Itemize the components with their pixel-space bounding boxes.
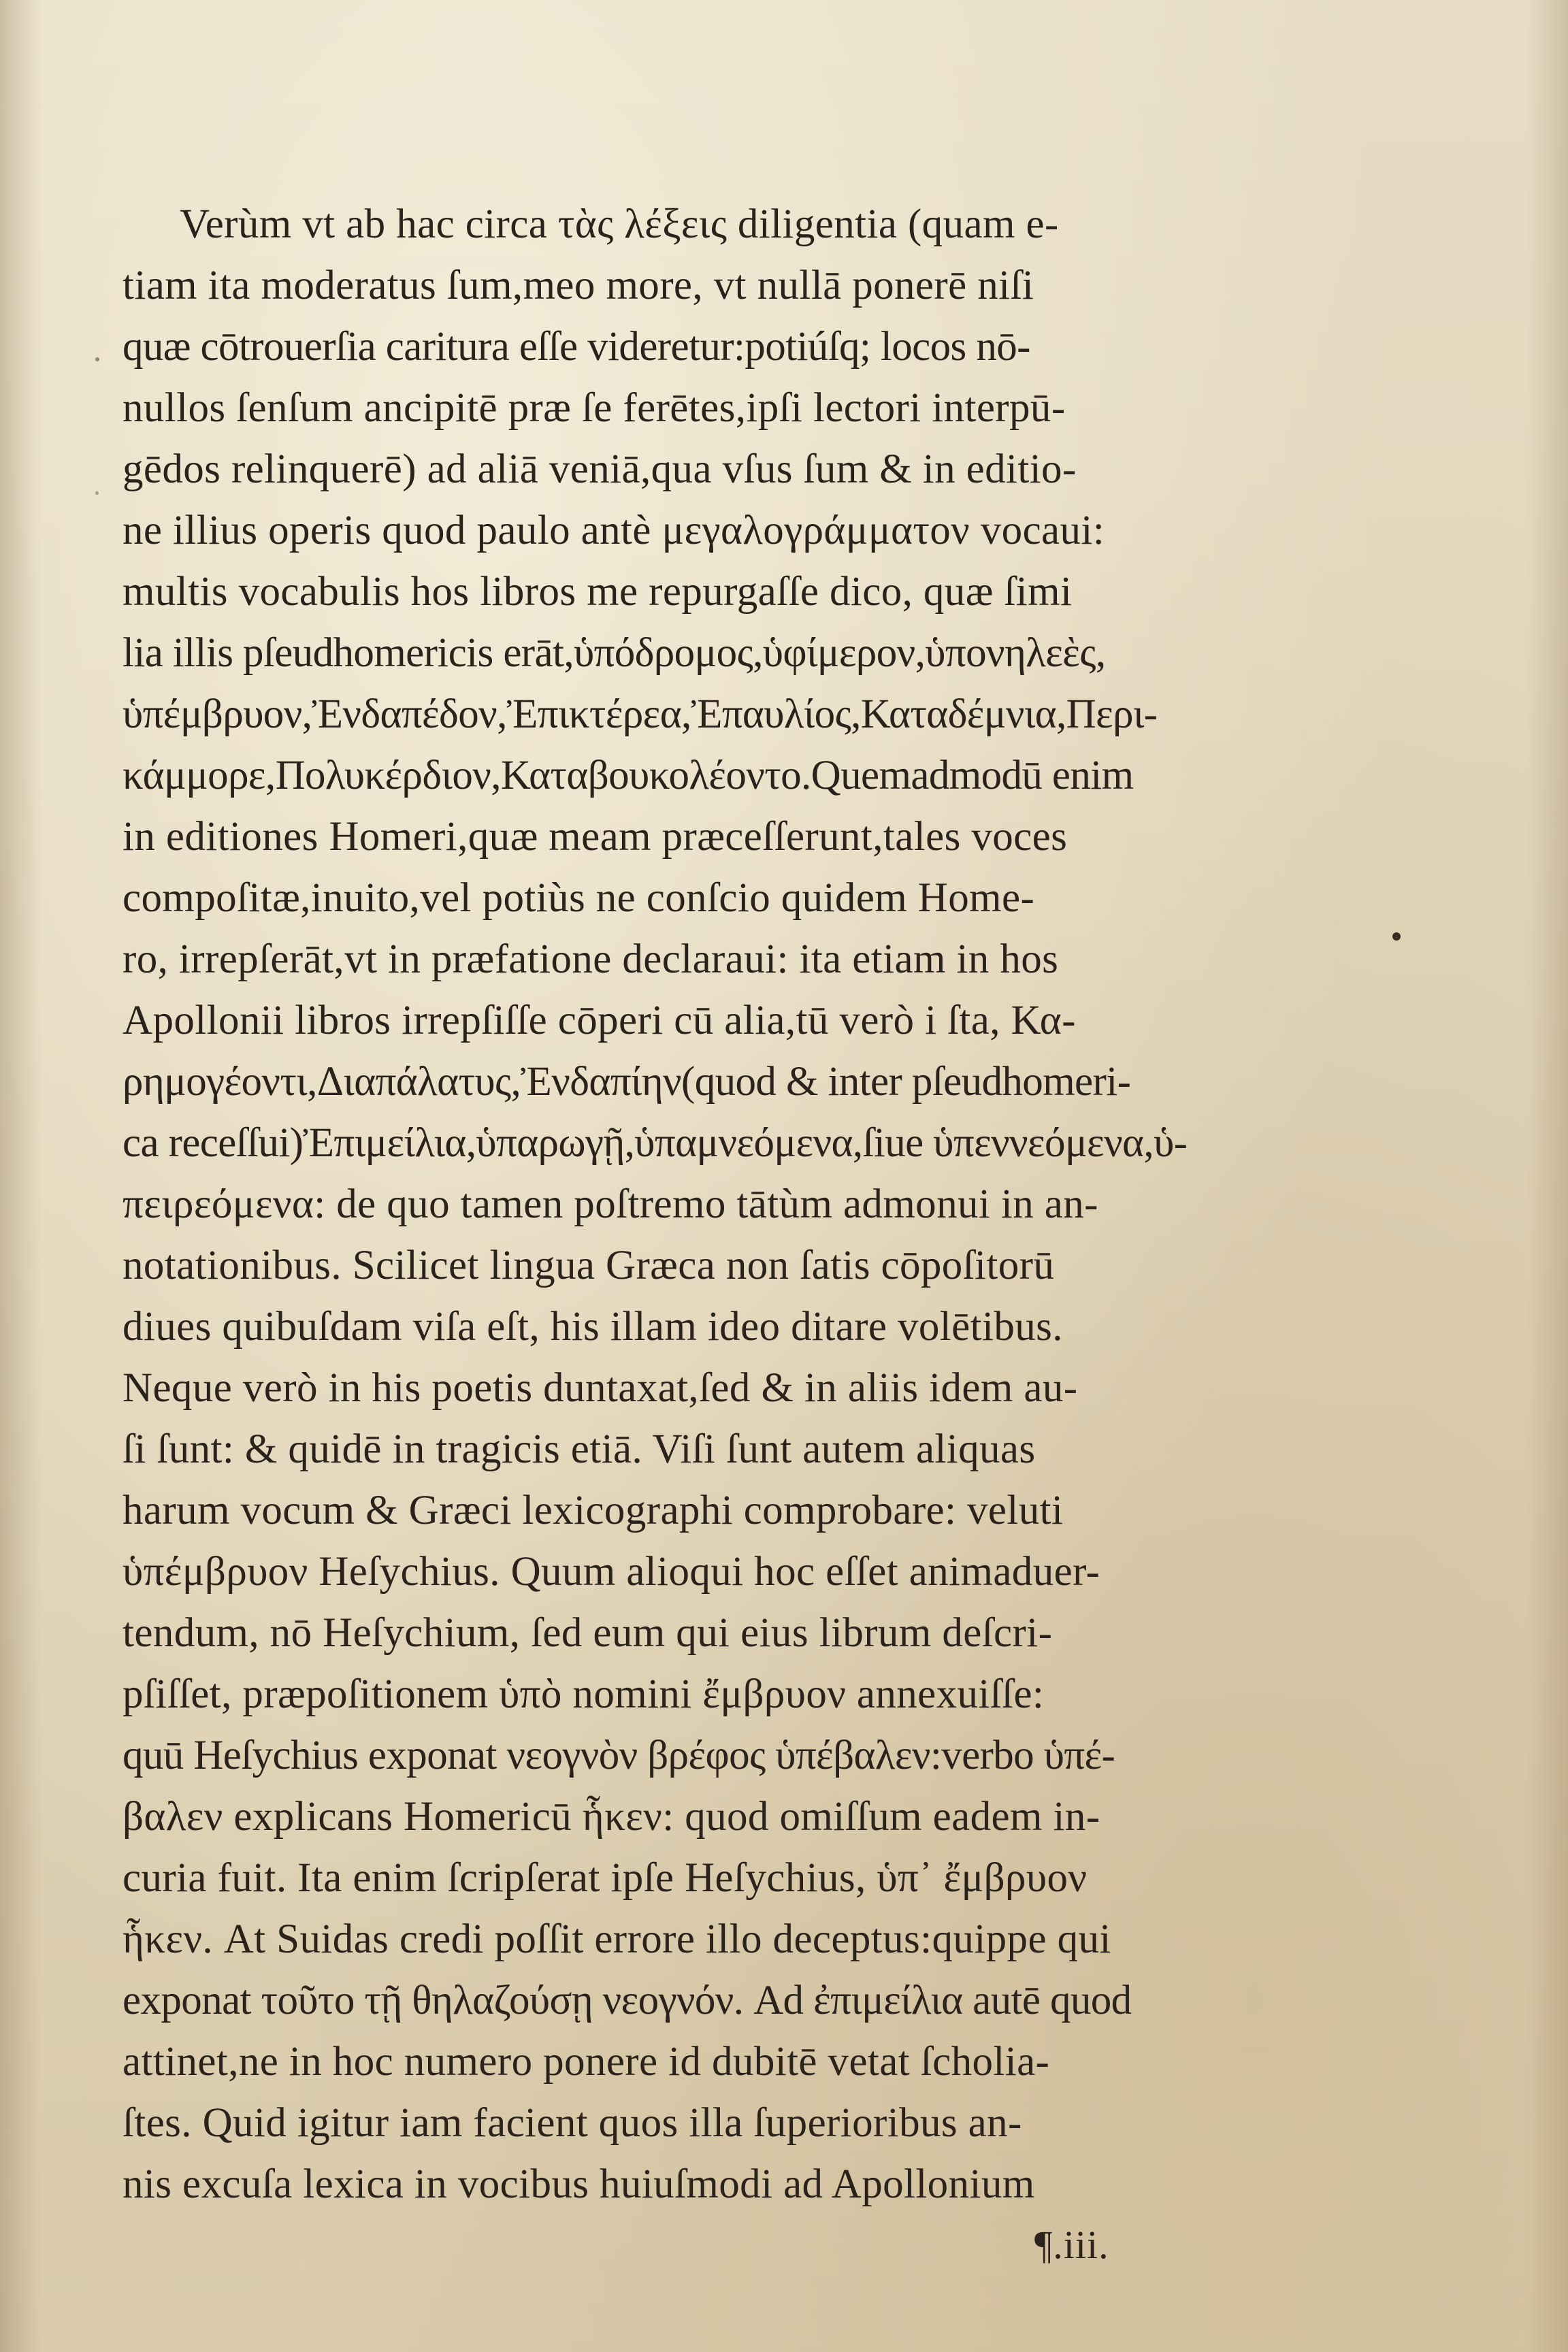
page-edge-shadow-left bbox=[0, 0, 41, 2352]
text-line: ſi ſunt: & quidē in tragicis etiā. Viſi ſunt autem aliquas bbox=[122, 1426, 1036, 1472]
body-text bbox=[122, 194, 1293, 2215]
text-line: πειρεόμενα: de quo tamen poſtremo tātùm admonui in an- bbox=[122, 1181, 1098, 1227]
text-line: Neque verò in his poetis duntaxat,ſed & in aliis idem au- bbox=[122, 1365, 1078, 1411]
text-line: diues quibuſdam viſa eſt, his illam ideo ditare volētibus. bbox=[122, 1304, 1063, 1350]
text-line: ὑπέμβρυον Heſychius. Quum alioqui hoc eſſet animaduer- bbox=[122, 1549, 1100, 1595]
text-line: quæ cōtrouerſia caritura eſſe videretur:potiúſq; locos nō- bbox=[122, 324, 1030, 370]
text-line: nullos ſenſum ancipitē præ ſe ferētes,ipſi lectori interpū- bbox=[122, 385, 1066, 431]
text-line: ro, irrepſerāt,vt in præfatione declaraui: ita etiam in hos bbox=[122, 936, 1059, 982]
text-line: harum vocum & Græci lexicographi comprobare: veluti bbox=[122, 1488, 1064, 1533]
text-line: nis excuſa lexica in vocibus huiuſmodi ad Apollonium bbox=[122, 2161, 1035, 2207]
text-line: tiam ita moderatus ſum,meo more, vt nullā ponerē niſi bbox=[122, 263, 1034, 308]
text-line: multis vocabulis hos libros me repurgaſſe dico, quæ ſimi bbox=[122, 569, 1073, 615]
text-line: attinet,ne in hoc numero ponere id dubitē vetat ſcholia- bbox=[122, 2039, 1050, 2085]
text-line: βαλεν explicans Homericū ἧκεν: quod omiſſum eadem in- bbox=[122, 1794, 1100, 1840]
text-line: pſiſſet, præpoſitionem ὑπὸ nomini ἔμβρυον annexuiſſe: bbox=[122, 1671, 1045, 1717]
text-line: ne illius operis quod paulo antè μεγαλογράμματον vocaui: bbox=[122, 508, 1105, 553]
text-line: ρημογέοντι,Διαπάλατυς,Ἐνδαπίην(quod & inter pſeudhomeri- bbox=[122, 1059, 1131, 1105]
text-line: tendum, nō Heſychium, ſed eum qui eius librum deſcri- bbox=[122, 1610, 1053, 1656]
text-line: Verùm vt ab hac circa τὰς λέξεις diligentia (quam e- bbox=[180, 201, 1059, 247]
text-line: curia fuit. Ita enim ſcripſerat ipſe Heſychius, ὑπ᾽ ἔμβρυον bbox=[122, 1855, 1088, 1901]
page-edge-shadow-right bbox=[1527, 0, 1568, 2352]
signature-mark: ¶.iii. bbox=[1034, 2223, 1109, 2267]
text-line: quū Heſychius exponat νεογνὸν βρέφος ὑπέβαλεν:verbo ὑπέ- bbox=[122, 1733, 1115, 1778]
ink-speck bbox=[1392, 932, 1401, 941]
text-line: in editiones Homeri,quæ meam præceſſerunt,tales voces bbox=[122, 814, 1068, 860]
text-line: Apollonii libros irrepſiſſe cōperi cū alia,tū verò i ſta, Κα- bbox=[122, 998, 1076, 1043]
text-line: gēdos relinquerē) ad aliā veniā,qua vſus ſum & in editio- bbox=[122, 446, 1077, 492]
text-line: lia illis pſeudhomericis erāt,ὑπόδρομος,ὑφίμερον,ὑπονηλεὲς, bbox=[122, 630, 1106, 676]
text-line: ὑπέμβρυον,Ἐνδαπέδον,Ἐπικτέρεα,Ἐπαυλίος,Καταδέμνια,Περι- bbox=[122, 691, 1158, 737]
ink-speck bbox=[95, 491, 99, 495]
text-line: exponat τοῦτο τῇ θηλαζούσῃ νεογνόν. Ad ἐπιμείλια autē quod bbox=[122, 1978, 1132, 2023]
text-line: ἧκεν. At Suidas credi poſſit errore illo deceptus:quippe qui bbox=[122, 1916, 1111, 1962]
text-line: ſtes. Quid igitur iam facient quos illa ſuperioribus an- bbox=[122, 2100, 1022, 2146]
text-line: ca receſſui)Ἐπιμείλια,ὑπαρωγῇ,ὑπαμνεόμενα,ſiue ὑπεννεόμενα,ὑ- bbox=[122, 1120, 1188, 1166]
ink-speck bbox=[95, 357, 99, 361]
text-line: notationibus. Scilicet lingua Græca non ſatis cōpoſitorū bbox=[122, 1243, 1055, 1288]
text-line: compoſitæ,inuito,vel potiùs ne conſcio quidem Home- bbox=[122, 875, 1035, 921]
text-line: κάμμορε,Πολυκέρδιον,Καταβουκολέοντο.Quemadmodū enim bbox=[122, 753, 1134, 798]
